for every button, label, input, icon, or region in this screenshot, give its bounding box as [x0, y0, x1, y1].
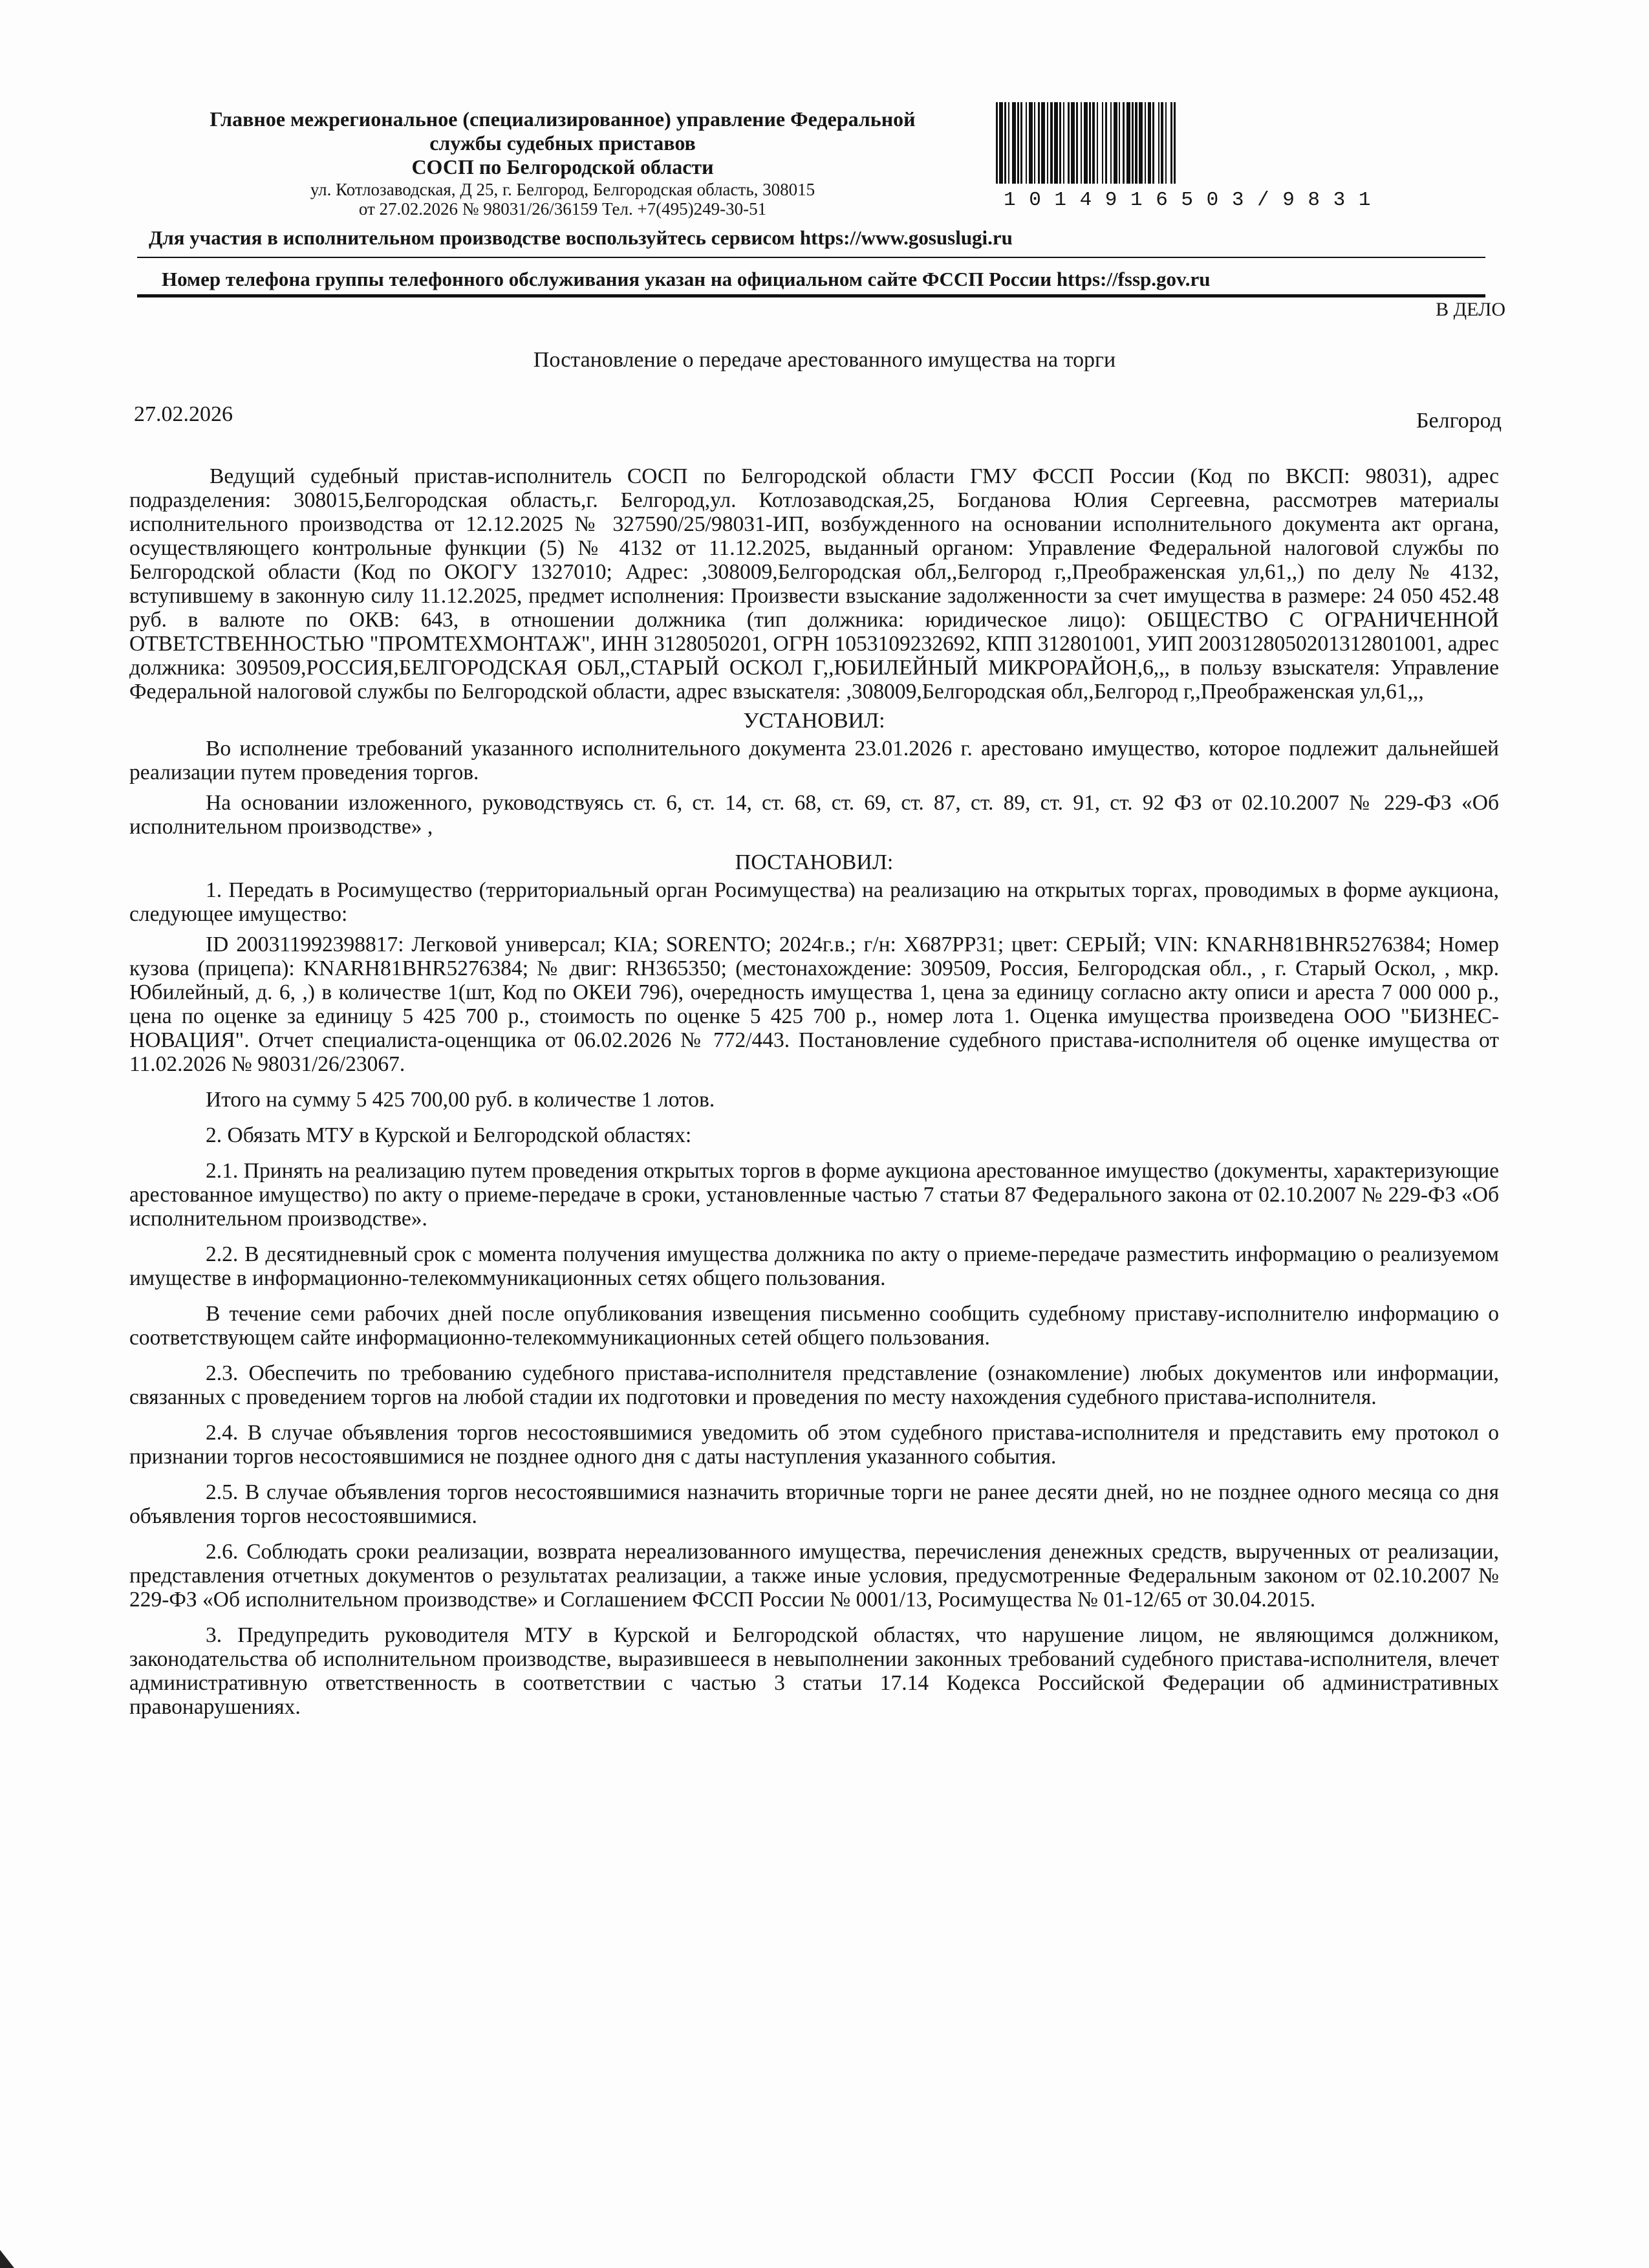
postanovil-heading: ПОСТАНОВИЛ:	[735, 850, 894, 874]
postanovil-item-1: 1. Передать в Росимущество (территориальный орган Росимущества) на реализацию на открытых торгах, проводимых в форме аукциона, следующее имущество:	[129, 878, 1499, 926]
postanovil-item-2-2-continued: В течение семи рабочих дней после опубликования извещения письменно сообщить судебному приставу-исполнителю информацию о соответствующем сайте информационно-телекоммуникационных сетей общего пользования.	[129, 1302, 1499, 1350]
document-city: Белгород	[1416, 409, 1502, 433]
org-name-line2: службы судебных приставов	[429, 131, 696, 155]
scan-corner-mark	[0, 2250, 14, 2268]
postanovil-item-2-2: 2.2. В десятидневный срок с момента получения имущества должника по акту о приеме-передаче разместить информацию о реализуемом имуществе в информационно-телекоммуникационных сетях общего пользования.	[129, 1242, 1499, 1290]
phone-notice: Номер телефона группы телефонного обслуживания указан на официальном сайте ФССП России https://fssp.gov.ru	[162, 268, 1211, 290]
postanovil-item-3: 3. Предупредить руководителя МТУ в Курской и Белгородской областях, что нарушение лицом, не являющимся должником, законодательства об исполнительном производстве, выразившееся в невыполнении законных требований судебного пристава-исполнителя, влечет административную ответственность в соответствии с частью 3 статьи 17.14 Кодекса Российской Федерации об административных правонарушениях.	[129, 1623, 1499, 1719]
filing-mark: В ДЕЛО	[1436, 299, 1505, 320]
header-divider-bottom	[137, 294, 1485, 297]
barcode-image	[996, 102, 1478, 202]
document-title: Постановление о передаче арестованного имущества на торги	[533, 348, 1116, 372]
lot-total: Итого на сумму 5 425 700,00 руб. в количестве 1 лотов.	[206, 1088, 715, 1112]
postanovil-item-2-3: 2.3. Обеспечить по требованию судебного пристава-исполнителя представление (ознакомление) любых документов или информации, связанных с проведением торгов на любой стадии их подготовки и проведения по месту нахождения судебного пристава-исполнителя.	[129, 1361, 1499, 1409]
postanovil-item-2-6: 2.6. Соблюдать сроки реализации, возврата нереализованного имущества, перечисления денежных средств, вырученных от реализации, представления отчетных документов о результатах реализации, а также иные условия, предусмотренные Федеральным законом от 02.10.2007 № 229-ФЗ «Об исполнительном производстве» и Соглашением ФССП России № 0001/13, Росимущества № 01-12/65 от 30.04.2015.	[129, 1540, 1499, 1612]
document-date: 27.02.2026	[134, 402, 233, 426]
postanovil-item-2-5: 2.5. В случае объявления торгов несостоявшимися назначить вторичные торги не ранее десяти дней, но не позднее одного месяца со дня объявления торгов несостоявшимися.	[129, 1480, 1499, 1528]
org-address: ул. Котлозаводская, Д 25, г. Белгород, Белгородская область, 308015	[310, 180, 815, 199]
ustanovil-heading: УСТАНОВИЛ:	[743, 709, 885, 733]
document-reference: от 27.02.2026 № 98031/26/36159 Тел. +7(495)249-30-51	[358, 199, 767, 219]
ustanovil-paragraph-2: На основании изложенного, руководствуясь ст. 6, ст. 14, ст. 68, ст. 69, ст. 87, ст. 89, ст. 91, ст. 92 ФЗ от 02.10.2007 № 229-ФЗ «Об исполнительном производстве» ,	[129, 791, 1499, 839]
ustanovil-paragraph-1: Во исполнение требований указанного исполнительного документа 23.01.2026 г. арестовано имущество, которое подлежит дальнейшей реализации путем проведения торгов.	[129, 737, 1499, 784]
barcode-number: 1014916503/9831	[1004, 189, 1385, 211]
intro-paragraph: Ведущий судебный пристав-исполнитель СОСП по Белгородской области ГМУ ФССП России (Код по ВКСП: 98031), адрес подразделения: 308015,Белгородская область,г. Белгород,ул. Котлозаводская,25, Богданова Юлия Сергеевна, рассмотрев материалы исполнительного производства от 12.12.2025 № 327590/25/98031-ИП, возбужденного на основании исполнительного документа акт органа, осуществляющего контрольные функции (5) № 4132 от 11.12.2025, выданный органом: Управление Федеральной налоговой службы по Белгородской области (Код по ОКОГУ 1327010; Адрес: ,308009,Белгородская обл,,Белгород г,,Преображенская ул,61,,) по делу № 4132, вступившему в законную силу 11.12.2025, предмет исполнения: Произвести взыскание задолженности за счет имущества в размере: 24 050 452.48 руб. в валюте по ОКВ: 643, в отношении должника (тип должника: юридическое лицо): ОБЩЕСТВО С ОГРАНИЧЕННОЙ ОТВЕТСТВЕННОСТЬЮ "ПРОМТЕХМОНТАЖ", ИНН 3128050201, ОГРН 1053109232692, КПП 312801001, УИП 2003128050201312801001, адрес должника: 309509,РОССИЯ,БЕЛГОРОДСКАЯ ОБЛ,,СТАРЫЙ ОСКОЛ Г,,ЮБИЛЕЙНЫЙ МИКРОРАЙОН,6,,, в пользу взыскателя: Управление Федеральной налоговой службы по Белгородской области, адрес взыскателя: ,308009,Белгородская обл,,Белгород г,,Преображенская ул,61,,,	[129, 464, 1499, 704]
gosuslugi-notice: Для участия в исполнительном производстве воспользуйтесь сервисом https://www.gosuslugi.ru	[149, 226, 1013, 249]
lot-description: ID 200311992398817: Легковой универсал; KIA; SORENTO; 2024г.в.; г/н: Х687РР31; цвет: СЕРЫЙ; VIN: KNARH81BHR5276384; Номер кузова (прицепа): KNARH81BHR5276384; № двиг: RH365350; (местонахождение: 309509, Россия, Белгородская обл., , г. Старый Оскол, , мкр. Юбилейный, д. 6, ,) в количестве 1(шт, Код по ОКЕИ 796), очередность имущества 1, цена за единицу согласно акту описи и ареста 7 000 000 р., цена по оценке за единицу 5 425 700 р., стоимость по оценке 5 425 700 р., номер лота 1. Оценка имущества произведена ООО "БИЗНЕС-НОВАЦИЯ". Отчет специалиста-оценщика от 06.02.2026 № 772/443. Постановление судебного пристава-исполнителя об оценке имущества от 11.02.2026 № 98031/26/23067.	[129, 933, 1499, 1076]
document-body	[129, 464, 1499, 1731]
org-name-line1: Главное межрегиональное (специализированное) управление Федеральной	[210, 107, 916, 131]
postanovil-item-2-4: 2.4. В случае объявления торгов несостоявшимися уведомить об этом судебного пристава-исполнителя и представить ему протокол о признании торгов несостоявшимися не позднее одного дня с даты наступления указанного события.	[129, 1421, 1499, 1469]
postanovil-item-2-1: 2.1. Принять на реализацию путем проведения открытых торгов в форме аукциона арестованное имущество (документы, характеризующие арестованное имущество) по акту о приеме-передаче в сроки, установленные частью 7 статьи 87 Федерального закона от 02.10.2007 № 229-ФЗ «Об исполнительном производстве».	[129, 1159, 1499, 1231]
org-name-line3: СОСП по Белгородской области	[411, 155, 714, 178]
postanovil-item-2: 2. Обязать МТУ в Курской и Белгородской областях:	[206, 1123, 692, 1147]
header-divider-top	[137, 257, 1485, 258]
